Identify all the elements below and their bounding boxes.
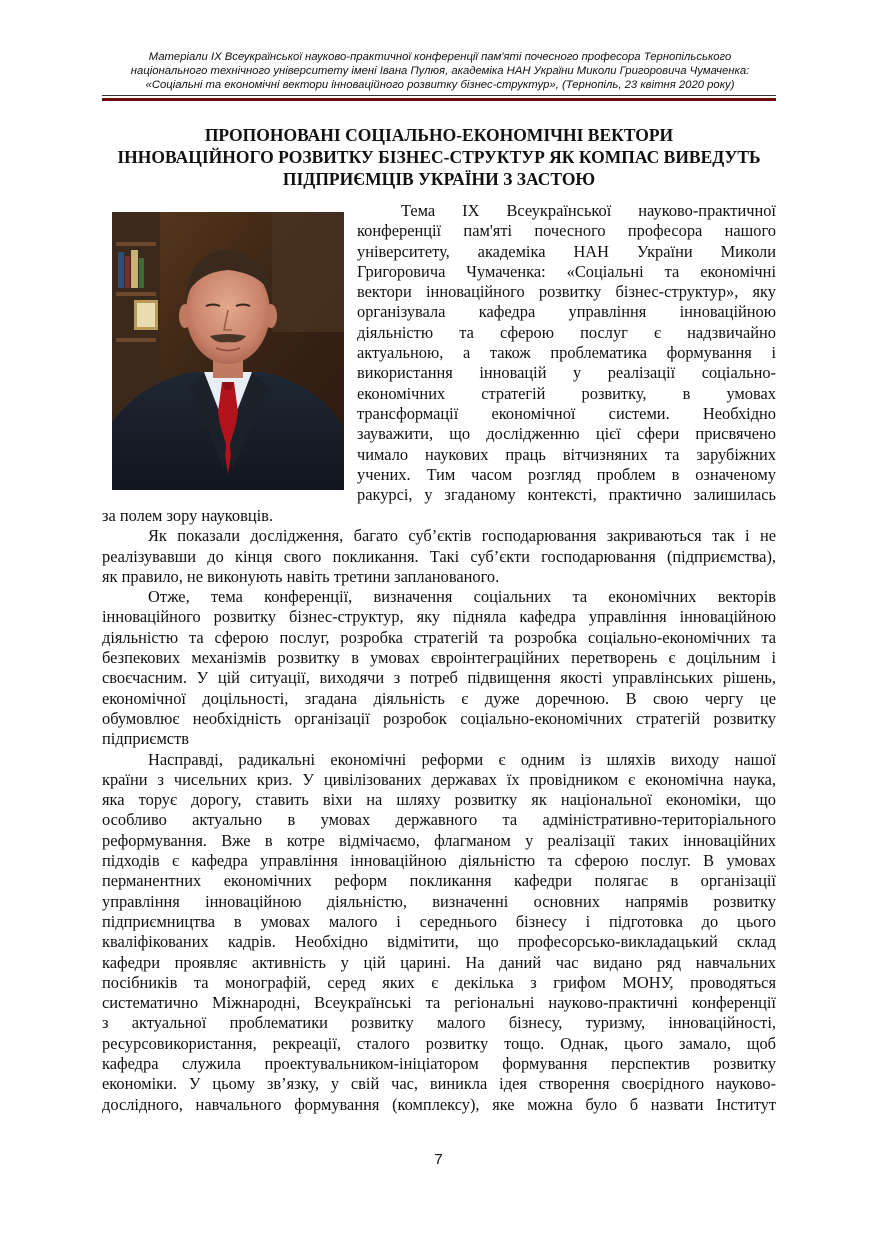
- header-line: Матеріали IX Всеукраїнської науково-практичної конференції пам'яті почесного професора Тернопільського: [148, 51, 732, 63]
- text-line: ресурсовикористання, рекреації, сталого розвитку тощо. Однак, цього замало, щоб: [102, 1033, 776, 1053]
- conference-header: [100, 50, 780, 92]
- text-line: з актуальної проблематики розвитку малого бізнесу, туризму, інноваційності,: [102, 1013, 776, 1033]
- text-line: діяльністю та сферою послуг є надзвичайно: [357, 322, 776, 342]
- text-line: використання інновацій у реалізації соціально-: [357, 363, 776, 383]
- text-line: реалізувавши до кінця свого покликання. Такі суб’єкти господарювання (підприємства),: [102, 546, 776, 566]
- title-line: ПРОПОНОВАНІ СОЦІАЛЬНО-ЕКОНОМІЧНІ ВЕКТОРИ: [204, 125, 674, 145]
- text-line: учених. Тим часом розгляд проблем в означеному: [357, 464, 776, 484]
- article-body: [102, 506, 776, 1115]
- title-line: ПІДПРИЄМЦІВ УКРАЇНИ З ЗАСТОЮ: [282, 169, 596, 189]
- text-line: систематично Міжнародні, Всеукраїнські та регіональні науково-практичні конференції: [102, 993, 776, 1013]
- intro-paragraph: [357, 201, 776, 505]
- text-line: Як показали дослідження, багато суб’єктів господарювання закриваються так і не: [148, 526, 776, 546]
- text-line: країни з чисельних криз. У цивілізованих державах їх провідником є економічна наука,: [102, 769, 776, 789]
- text-line: економіки. У цьому зв’язку, у свій час, виникла ідея створення своєрідного науково-: [102, 1074, 776, 1094]
- text-line: яка торує дорогу, ставить віхи на шляху розвитку як національної економіки, що: [102, 790, 776, 810]
- text-line: підприємств: [102, 729, 189, 749]
- header-line: національного технічного університету імені Івана Пулюя, академіка НАН України Миколи Григоровича Чумаченка:: [130, 65, 750, 77]
- portrait-photo: [112, 212, 344, 490]
- text-line: за полем зору науковців.: [102, 506, 274, 525]
- text-line: підприємництва в умовах малого і середнього бізнесу і підготовка до цього: [102, 911, 776, 931]
- text-line: економічної доцільності, згадана діяльність є дуже доречною. В свою чергу це: [102, 688, 776, 708]
- title-line: ІННОВАЦІЙНОГО РОЗВИТКУ БІЗНЕС-СТРУКТУР ЯК КОМПАС ВИВЕДУТЬ: [117, 147, 761, 167]
- text-line: організувала кафедра управління інноваційною: [357, 302, 776, 322]
- text-line: Насправді, радикальні економічні реформи є одним із шляхів виходу нашої: [148, 749, 776, 769]
- text-line: як правило, не виконують навіть третини запланованого.: [102, 566, 500, 586]
- text-line: Отже, тема конференції, визначення соціальних та економічних векторів: [148, 587, 776, 607]
- text-line: ракурсі, у згаданому контексті, практично залишилась: [357, 485, 776, 505]
- text-line: посібників та монографій, серед яких є декілька з грифом МОНУ, проводяться: [102, 972, 776, 992]
- text-line: дослідного, навчального формування (комплексу), яке можна було б назвати Інститут: [102, 1094, 776, 1114]
- text-line: інноваційного розвитку бізнес-структур, яку підняла кафедра управління інноваційною: [102, 607, 776, 627]
- header-rule-thin: [102, 95, 776, 96]
- text-line: діяльністю та сферою послуг, розробка стратегій та розробка соціально-економічних та: [102, 627, 776, 647]
- text-line: кафедра служила проектувальником-ініціатором формування перспектив розвитку: [102, 1054, 776, 1074]
- text-line: своєчасним. У цій ситуації, виходячи з потреб підвищення якості управлінських рішень,: [102, 668, 776, 688]
- text-line: реформування. Вже в котре відмічаємо, флагманом у реалізації таких інноваційних: [102, 830, 776, 850]
- article-title: [102, 124, 776, 190]
- text-line: вектори інноваційного розвитку бізнес-структур», яку: [357, 282, 776, 302]
- text-line: зауважити, що дослідженню цієї сфери присвячено: [357, 424, 776, 444]
- header-rule-thick: [102, 98, 776, 101]
- text-line: особливо актуально в умовах державного та адміністративно-територіального: [102, 810, 776, 830]
- text-line: Тема IX Всеукраїнської науково-практичної: [401, 201, 776, 220]
- text-line: актуальною, а також проблематика формування і: [357, 343, 776, 363]
- text-line: кафедри проявляє активність у цій царині. На даний час видано ряд навчальних: [102, 952, 776, 972]
- header-line: «Соціальні та економічні вектори інноваційного розвитку бізнес-структур», (Тернопіль, 23 квітня 2020 року): [145, 79, 735, 91]
- page-number: 7: [434, 1151, 443, 1168]
- text-line: Григоровича Чумаченка: «Соціальні та економічні: [357, 261, 776, 281]
- text-line: чимало наукових праць вітчизняних та зарубіжних: [357, 444, 776, 464]
- text-line: економічних стратегій розвитку, в умовах: [357, 383, 776, 403]
- text-line: підходів є кафедра управління інноваційною діяльністю та сферою послуг. В умовах: [102, 851, 776, 871]
- text-line: кваліфікованих кадрів. Необхідно відмітити, що професорсько-викладацький склад: [102, 932, 776, 952]
- text-line: університету, академіка НАН України Миколи: [357, 241, 776, 261]
- text-line: обумовлює необхідність організації розробок соціально-економічних стратегій розвитку: [102, 708, 776, 728]
- text-line: конференції пам'яті почесного професора нашого: [357, 221, 776, 241]
- text-line: перманентних економічних реформ покликання кафедри полягає в організації: [102, 871, 776, 891]
- text-line: трансформації економічної системи. Необхідно: [357, 403, 776, 423]
- text-line: управління інноваційною діяльністю, визначенні основних напрямів розвитку: [102, 891, 776, 911]
- text-line: безпекових механізмів розвитку в умовах євроінтеграційних перетворень є доцільним і: [102, 648, 776, 668]
